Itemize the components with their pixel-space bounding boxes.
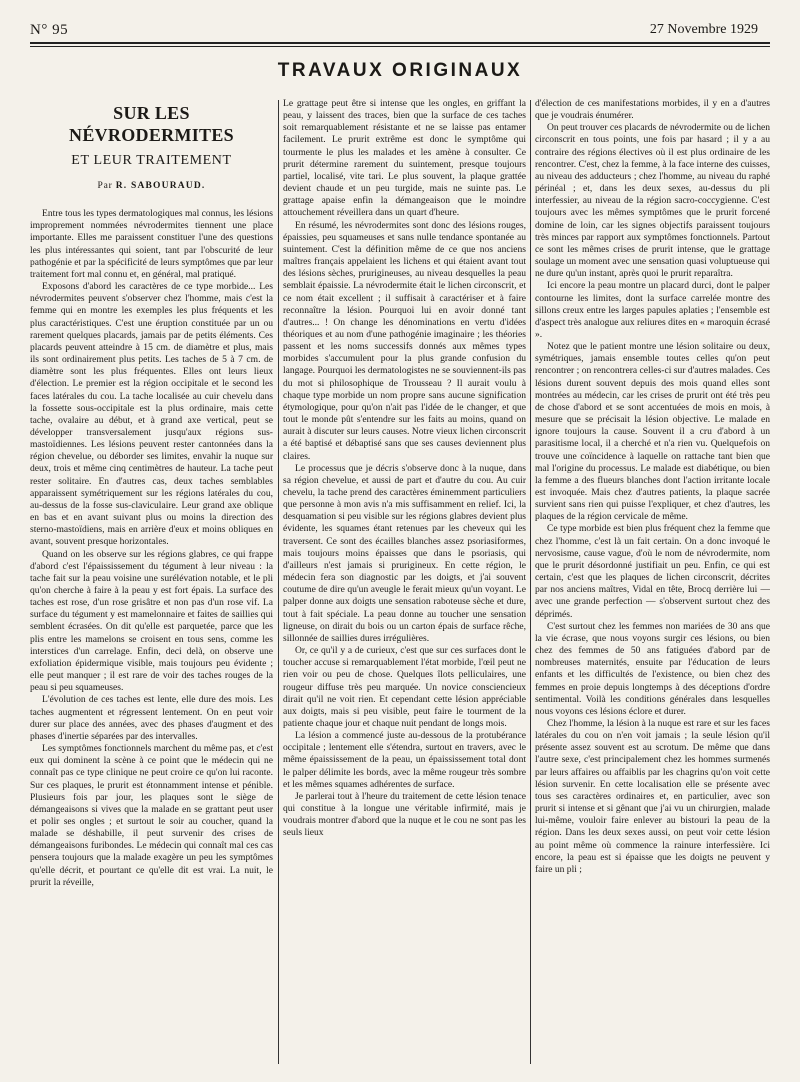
paragraph: En résumé, les névrodermites sont donc des lésions rouges, épaissies, peu squameuses et sans nulle tendance spontanée au suintement. C'est la définition même de ce que nos anciens maîtres français appelaient les lichens et qui étaient avant tout des lésions sèches, prurigineuses, au niveau desquelles la peau semblait épaissie. La névrodermite était le lichen circonscrit, et ce nom était excellent ; il suffisait à caractériser et à faire reconnaître la lésion. Pourquoi lui en avoir donné tant d'autres... ! On change les dénominations en vertu d'idées théoriques et au nom d'une pathogénie imaginaire ; les théories passent et les noms successifs donnés aux mêmes types morbides s'accumulent pour la plus grande confusion du langage. Pourquoi les dermatologistes ne se souviennent-ils pas du mot si philosophique de Trousseau ? Il aurait voulu à chaque type morbide un nom propre sans aucune signification étymologique, pour qu'on n'ait pas l'idée de le changer, et que tout le monde pût s'entendre sur les faits au moins, quand on aurait à discuter sur leurs causes. Notre vieux lichen circonscrit a été baptisé et débaptisé sans que ses causes deviennent plus claires. — [283, 219, 526, 462]
text-column-1 — [30, 98, 273, 1066]
issue-number: N° 95 — [30, 22, 69, 38]
article-body — [30, 98, 770, 1066]
paragraph: Quand on les observe sur les régions glabres, ce qui frappe d'abord c'est l'épaississement du tégument à leur niveau : la tache fait sur la peau voisine une surélévation notable, et le pli qu'on cherche à faire à la peau y est fort épais. La surface des taches est rose, d'un rose grisâtre et non pas d'un rose vif. La surface du tégument y est mamelonnaire et faites de saillies qui semblent écrasées. On dit qu'elle est parquetée, parce que les plis entre les mamelons se croisent en tous sens, comme les interstices d'un carrelage. Enfin, deci delà, on observe une exfoliation épidermique visible, mais toujours peu évidente ; elle peut manquer ; il est rare de voir des taches rouges de la peau si peu squameuses. — [30, 548, 273, 694]
paragraph: Je parlerai tout à l'heure du traitement de cette lésion tenace qui constitue à la longue une véritable infirmité, mais je voudrais montrer d'abord que la nuque et le cou ne sont pas les seuls lieux — [283, 790, 526, 839]
paragraph: Entre tous les types dermatologiques mal connus, les lésions improprement nommées névrodermites tiennent une place importante. Elles me paraissent constituer l'une des questions les plus intéressantes qui soient, tant par l'obscurité de leur pathogénie et par la spécificité de leurs symptômes que par leur traitement fort mal connu et, en général, mal pratiqué. — [30, 208, 273, 280]
article-subtitle: ET LEUR TRAITEMENT — [71, 153, 232, 168]
byline-prefix: Par — [97, 181, 113, 191]
paragraph: Exposons d'abord les caractères de ce type morbide... Les névrodermites peuvent s'observer chez l'homme, mais c'est la femme qui en montre les exemples les plus fréquents et les plus caractéristiques. C'est une éruption constituée par un ou rarement quelques placards, jamais par de petits éléments. Ces placards peuvent atteindre à 15 cm. de diamètre et plus, mais ils sont ordinairement plus petits. Les taches de 5 à 7 cm. de diamètre sont les plus fréquentes. Elles ont leurs lieux d'élection. Le premier est la région occipitale et le second les faces latérales du cou. La tache localisée au cuir chevelu dans la fossette sous-occipitale est la plus ordinaire, mais cette tache, ovalaire au début, et à grand axe vertical, peut se développer transversalement jusqu'aux régions sus-mastoïdiennes. Les lésions peuvent rester cantonnées dans la région chevelue, ou déborder ses limites, envahir la nuque sur deux, trois et même cinq centimètres de hauteur. La tache peut rester solitaire. En d'autres cas, deux taches semblables apparaissent symétriquement sur les régions latérales du cou, au-dessus de la fosse sus-claviculaire. Leur grand axe oblique en bas et en avant suivant plus ou moins la direction des sterno-mastoïdiens, mais en arrière d'eux et moins obliques en avant, souvent presque horizontales. — [30, 281, 273, 548]
paragraph: Ce type morbide est bien plus fréquent chez la femme que chez l'homme, c'est là un fait certain. On a donc invoqué le nervosisme, cause vague, d'où le nom de névrodermite, nom que le prurit désordonné justifiait un peu. Enfin, ce qui est certain, c'est que les plaques de lichen circonscrit, décrites par nos anciens maîtres, Vidal en tête, Brocq derrière lui — avec une grande perfection — s'observent surtout chez des déprimés. — [535, 523, 770, 620]
article-title: SUR LES NÉVRODERMITES — [69, 103, 234, 145]
author-name: R. SABOURAUD. — [115, 181, 206, 191]
paragraph: Ici encore la peau montre un placard durci, dont le palper contourne les limites, dont la surface carrelée montre des sillons creux entre les larges papules aplaties ; l'ensemble est d'aspect très analogue aux reliures dites en « maroquin écrasé ». — [535, 280, 770, 340]
issue-date: 27 Novembre 1929 — [649, 22, 758, 37]
header-rule-thin — [30, 46, 770, 47]
header-rule — [30, 42, 770, 44]
paragraph: On peut trouver ces placards de névrodermite ou de lichen circonscrit en tous points, une fois par hasard ; il y a au contraire des régions électives où il est plus ordinaire de les rencontrer. C'est, chez la femme, à la face interne des cuisses, au niveau des adducteurs ; chez l'homme, au niveau du raphé périnéal ; et, dans les deux sexes, au-dessus du pli interfessier, au niveau de la région sacro-coccygienne. C'est toujours avec les mêmes symptômes que le prurit forcené domine de loin, car les signes objectifs paraissent toujours très minces par rapport aux symptômes fonctionnels. Partout ce sont les mêmes crises de prurit intense, que le grattage soulage un moment avec une sensation quasi voluptueuse qui ne dure qu'un instant, après quoi le prurit reparaîtra. — [535, 122, 770, 280]
text-column-3 — [535, 98, 770, 1066]
paragraph: C'est surtout chez les femmes non mariées de 30 ans que la vie écrase, que nous voyons surgir ces lésions, ou bien chez des femmes de 50 ans fatiguées d'abord par de nombreuses maternités, ensuite par l'éducation de leurs enfants et les difficultés de l'existence, ou bien chez des femmes en proie depuis longtemps à des déceptions d'ordre sentimental. Voilà les conditions générales dans lesquelles nous voyons ces lésions éclore et durer. — [535, 620, 770, 717]
paragraph: Chez l'homme, la lésion à la nuque est rare et sur les faces latérales du cou on n'en voit jamais ; la seule lésion qu'il présente assez souvent est au scrotum. De même que dans l'autre sexe, c'est principalement chez les hommes surmenés par leurs affaires ou affaiblis par les chagrins qu'on voit cette lésion survenir. En cette localisation elle se présente avec tous ses caractères ordinaires et, en particulier, avec son prurit si intense et si gênant que j'ai vu un chirurgien, malade lui-même, vouloir faire enlever au bistouri la peau de la région. Dans les deux sexes aussi, on peut voir cette lésion au point même où commence la rainure interfessière. Ici encore, la peau est si épaisse que les doigts ne peuvent y faire un pli ; — [535, 717, 770, 875]
paragraph: La lésion a commencé juste au-dessous de la protubérance occipitale ; lentement elle s'étendra, surtout en travers, avec le même épaississement de la peau, un épaississement total dont le palper délimite les bords, avec la même rougeur très sombre et les mêmes squames adhérentes de surface. — [283, 730, 526, 790]
article-byline — [30, 180, 273, 192]
paragraph: L'évolution de ces taches est lente, elle dure des mois. Les taches augmentent et régressent lentement. On en peut voir durer sur place des années, avec des phases d'augment et des phases d'inertie séparées par des intervalles. — [30, 694, 273, 742]
section-heading: TRAVAUX ORIGINAUX — [277, 60, 523, 81]
paragraph: Le grattage peut être si intense que les ongles, en griffant la peau, y laissent des traces, bien que la surface de ces taches soit remarquablement résistante et ne se laisse pas entamer facilement. Le prurit extrême est donc le symptôme qui tourmente le plus les malades et les amène à consulter. Ce prurit détermine rarement du suintement, presque toujours partiel, localisé, vite tari. Le plus souvent, la plaque grattée devient chaude et un peu turgide, mais ne suinte pas. Le grattage apaise enfin la démangeaison que le moindre attouchement réveillera dans un quart d'heure. — [283, 98, 526, 219]
paragraph: Notez que le patient montre une lésion solitaire ou deux, symétriques, jamais ensemble toutes celles qu'on peut rencontrer ; on rencontrera celles-ci sur d'autres malades. Ces lésions durent souvent depuis des mois quand elles sont montrées au médecin, car les crises de prurit ont été très peu de chose d'abord et se sont accentuées de mois en mois, à mesure que se précisait la lésion objective. Le malade en ignore toujours la cause. Souvent il a cru d'abord à un parasitisme local, il a cherché et n'a rien vu. Quelquefois on trouve une coïncidence à laquelle on rattache tant bien que mal l'origine du processus. Le malade est diabétique, ou bien la femme a des flueurs blanches dont l'action irritante locale est invoquée. Mais chez d'autres patients, la plaque sacrée survient sans rien qui puisse l'expliquer, et chez d'autres, les plaques de la région cervicale de même. — [535, 341, 770, 523]
paragraph: Les symptômes fonctionnels marchent du même pas, et c'est eux qui dominent la scène à ce point que le médecin qui ne connaît pas ce type clinique ne peut croire ce qu'on lui raconte. Sur ces plaques, le prurit est étonnamment intense et pénible. Plusieurs fois par jour, les plaques sont le siège de démangeaisons si vives que la malade en se grattant peut user et polir ses ongles ; et surtout le soir au coucher, quand la malade se déshabille, il peut survenir des crises de démangeaisons furibondes. Le médecin qui connaît mal ces cas pensera toujours que la malade exagère un peu les symptômes qu'elle décrit, et pourtant ce qu'elle dit est vrai. La nuit, le prurit la réveille, — [30, 743, 273, 888]
paragraph: Or, ce qu'il y a de curieux, c'est que sur ces surfaces dont le toucher accuse si remarquablement l'état morbide, l'œil peut ne rien voir ou peu de chose. Quelques îlots pelliculaires, une rougeur diffuse très peu marquée. Un novice consciencieux dirait qu'il ne voit rien. Et cependant cette lésion appréciable aux doigts, mais si peu visible, peut faire le tourment de la patiente chaque jour et chaque nuit pendant de longs mois. — [283, 645, 526, 729]
paragraph: Le processus que je décris s'observe donc à la nuque, dans sa région chevelue, et aussi de part et d'autre du cou. Au cuir chevelu, la tache prend des caractères éminemment particuliers que personne à mon avis n'a mis suffisamment en relief. Ici, la desquamation si peu visible sur les régions glabres devient plus évidente, les squames étant retenues par les cheveux qui les traversent. Ce sont des écailles blanches assez psoriasiformes, mais toujours moins épaisses que dans le psoriasis, qui d'ailleurs n'est jamais si prurigineux. En cette région, le médecin fera son diagnostic par les doigts, et j'ai souvent coutume de dire qu'un aveugle le ferait mieux qu'un voyant. Le palper donne aux doigts une sensation raboteuse sèche et dure, tout à fait spéciale. La peau donne au toucher une sensation ligneuse, on dirait du bois ou un carton épais de surface rêche, sillonnée de saillies dures irrégulières. — [283, 462, 526, 644]
text-column-2 — [283, 98, 526, 1066]
paragraph: d'élection de ces manifestations morbides, il y en a d'autres que je voudrais énumérer. — [535, 98, 770, 122]
